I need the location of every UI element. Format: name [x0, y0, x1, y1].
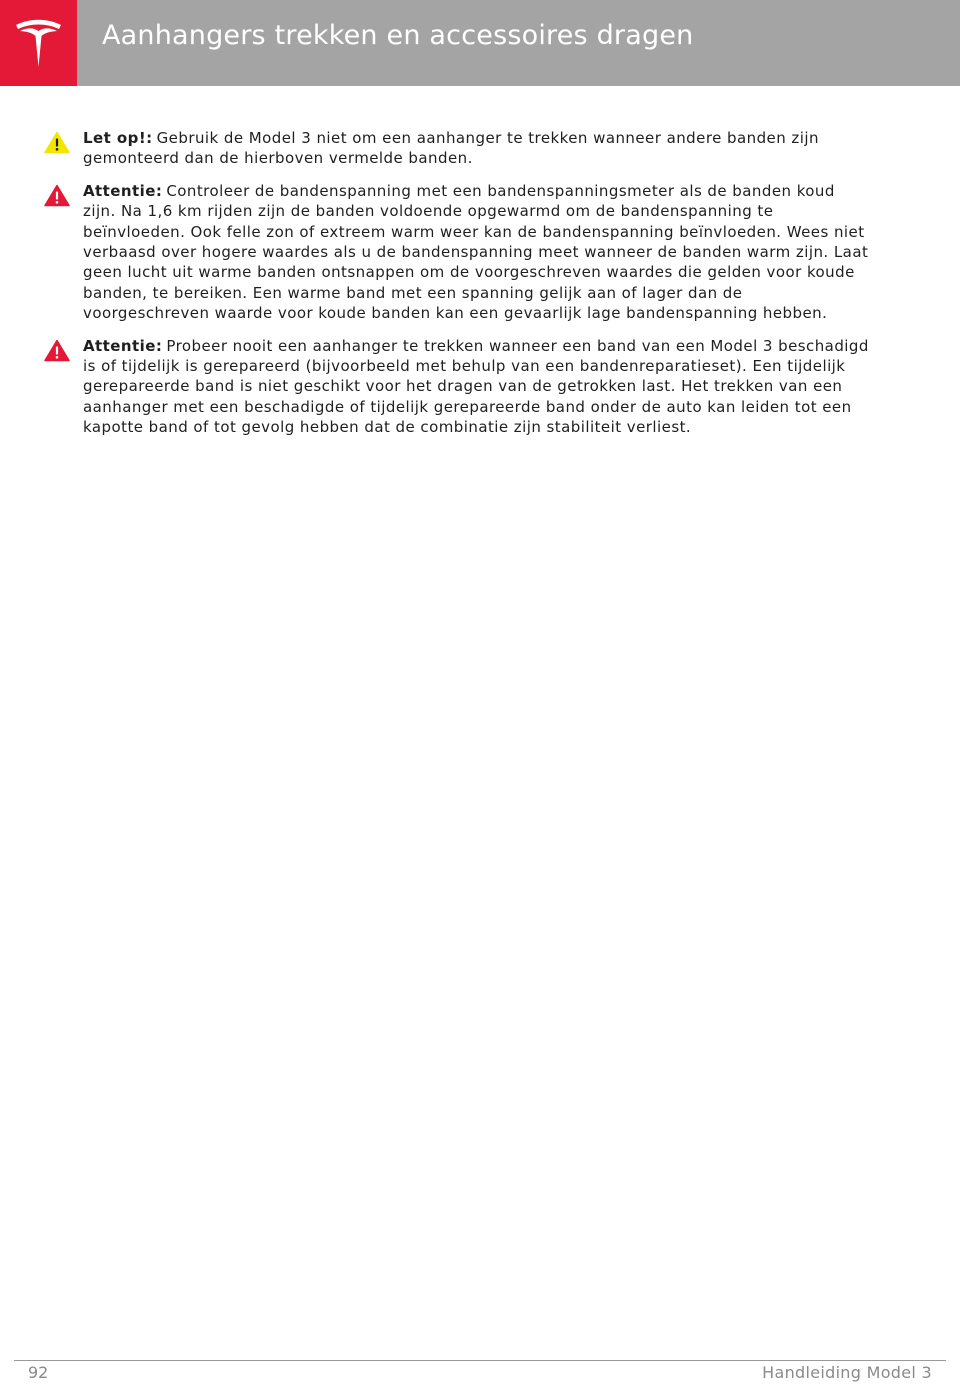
warning-notice — [42, 181, 872, 324]
notice-text: Controleer de bandenspanning met een bandenspanningsmeter als de banden koud zijn. Na 1,6 km rijden zijn de banden voldoende opgewarmd om de bandenspanning te beïnvloeden. Ook felle zon of extreem warm weer kan de bandenspanning beïnvloeden. Wees niet verbaasd over hogere waardes als u de bandenspanning meet wanneer de banden warm zijn. Laat geen lucht uit warme banden ontsnappen om de voorgeschreven waardes die gelden voor koude banden, te bereiken. Een warme band met een spanning gelijk aan of lager dan de voorgeschreven waarde voor koude banden kan een gevaarlijk lage bandenspanning hebben. — [83, 181, 869, 323]
notice-label: Attentie: — [83, 336, 163, 355]
warning-notice — [42, 336, 872, 438]
notice-label: Attentie: — [83, 181, 163, 200]
manual-title: Handleiding Model 3 — [762, 1363, 932, 1382]
notice-text: Gebruik de Model 3 niet om een aanhanger te trekken wanneer andere banden zijn gemonteerd dan de hierboven vermelde banden. — [83, 129, 819, 168]
caution-notice — [42, 128, 872, 169]
page-title: Aanhangers trekken en accessoires dragen — [102, 20, 694, 51]
caution-triangle-icon — [44, 131, 70, 154]
tesla-logo — [0, 0, 77, 86]
notices-section — [42, 128, 872, 450]
tesla-logo-icon — [14, 17, 63, 69]
warning-triangle-icon — [44, 339, 70, 362]
page-header — [0, 0, 960, 86]
page-number: 92 — [28, 1363, 49, 1382]
warning-triangle-icon — [44, 184, 70, 207]
footer-divider — [14, 1360, 946, 1361]
notice-label: Let op!: — [83, 129, 153, 147]
notice-text: Probeer nooit een aanhanger te trekken wanneer een band van een Model 3 beschadigd is of tijdelijk is gerepareerd (bijvoorbeeld met behulp van een bandenreparatieset). Een tijdelijk gerepareerde band is niet geschikt voor het dragen van de getrokken last. Het trekken van een aanhanger met een beschadigde of tijdelijk gerepareerde band onder de auto kan leiden tot een kapotte band of tot gevolg hebben dat de combinatie zijn stabiliteit verliest. — [83, 336, 869, 437]
